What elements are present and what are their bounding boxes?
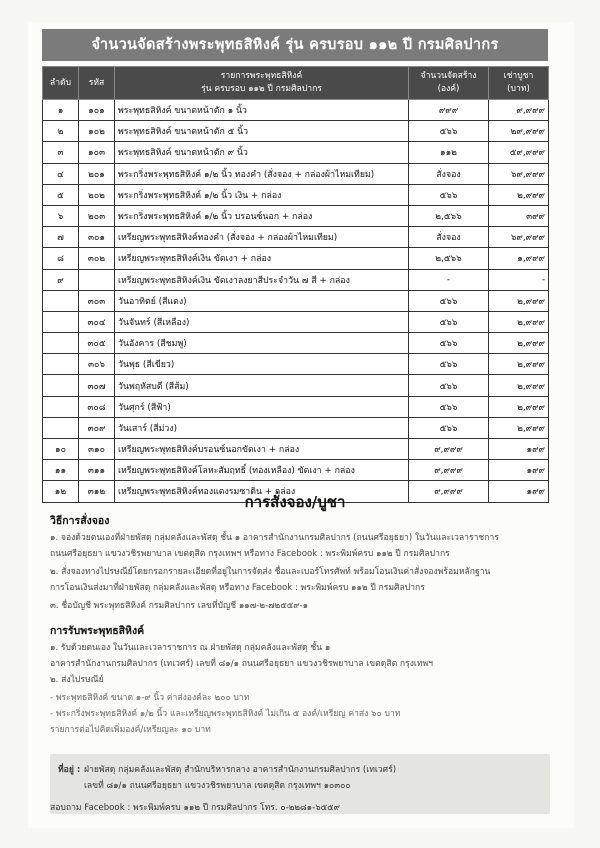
item-cell: พระกริ่งพระพุทธสิหิงค์ ๑/๒ นิ้ว บรอนซ์นอก + กล่อง: [115, 205, 409, 226]
seq-cell: [43, 375, 79, 396]
seq-cell: ๑: [43, 100, 79, 121]
table-row: [43, 269, 549, 290]
page-title: จำนวนจัดสร้างพระพุทธสิหิงค์ รุ่น ครบรอบ ๑๑๒ ปี กรมศิลปากร: [42, 29, 548, 61]
item-cell: พระพุทธสิหิงค์ ขนาดหน้าตัก ๙ นิ้ว: [115, 142, 409, 163]
table-row: [43, 311, 549, 332]
header-qty-line1: จำนวนจัดสร้าง: [420, 71, 477, 81]
code-cell: ๒๐๓: [79, 205, 115, 226]
code-cell: ๒๐๑: [79, 163, 115, 184]
code-cell: ๓๐๒: [79, 248, 115, 269]
table-row: [43, 227, 549, 248]
seq-cell: ๒: [43, 121, 79, 142]
qty-cell: สั่งจอง: [409, 227, 489, 248]
receive-line-6: รายการต่อไปคิดเพิ่มองค์/เหรียญละ ๑๐ บาท: [50, 725, 211, 735]
code-cell: ๓๐๓: [79, 290, 115, 311]
qty-cell: ๕๖๖: [409, 375, 489, 396]
qty-cell: ๕๖๖: [409, 396, 489, 417]
table-row: [43, 375, 549, 396]
seq-cell: ๑๒: [43, 481, 79, 502]
code-cell: ๑๐๒: [79, 121, 115, 142]
price-cell: ๒,๙๙๙: [489, 184, 549, 205]
qty-cell: ๕๖๖: [409, 417, 489, 438]
seq-cell: [43, 396, 79, 417]
price-cell: ๖๙,๙๙๙: [489, 163, 549, 184]
item-cell: วันพุธ (สีเขียว): [115, 354, 409, 375]
seq-cell: ๗: [43, 227, 79, 248]
qty-cell: ๕๖๖: [409, 121, 489, 142]
table-row: [43, 121, 549, 142]
price-cell: ๑,๙๙๙: [489, 248, 549, 269]
price-cell: ๒,๙๙๙: [489, 375, 549, 396]
item-cell: วันเสาร์ (สีม่วง): [115, 417, 409, 438]
table-row: [43, 100, 549, 121]
header-code: รหัส: [79, 67, 115, 100]
table-row: [43, 290, 549, 311]
item-cell: เหรียญพระพุทธสิหิงค์บรอนซ์นอกขัดเงา + กล่อง: [115, 439, 409, 460]
code-cell: ๓๑๐: [79, 439, 115, 460]
item-cell: เหรียญพระพุทธสิหิงค์โลหะสัมฤทธิ์ (ทองเหลือง) ขัดเงา + กล่อง: [115, 460, 409, 481]
price-cell: ๒,๙๙๙: [489, 311, 549, 332]
table-row: [43, 460, 549, 481]
qty-cell: ๕๖๖: [409, 184, 489, 205]
price-cell: ๑๙๙: [489, 439, 549, 460]
code-cell: ๑๐๑: [79, 100, 115, 121]
item-cell: เหรียญพระพุทธสิหิงค์เงิน ขัดเงา + กล่อง: [115, 248, 409, 269]
seq-cell: ๑๐: [43, 439, 79, 460]
table-row: [43, 142, 549, 163]
header-price: [489, 67, 549, 100]
price-cell: ๓๙๙: [489, 205, 549, 226]
seq-cell: ๖: [43, 205, 79, 226]
table-row: [43, 439, 549, 460]
receive-line-1: ๑. รับด้วยตนเอง ในวันและเวลาราชการ ณ ฝ่ายพัสดุ กลุ่มคลังและพัสดุ ชั้น ๑: [50, 643, 331, 653]
item-cell: วันจันทร์ (สีเหลือง): [115, 311, 409, 332]
header-item-line2: รุ่น ครบรอบ ๑๑๒ ปี กรมศิลปากร: [201, 84, 322, 94]
qty-cell: ๒,๕๖๖: [409, 248, 489, 269]
header-seq: ลำดับ: [43, 67, 79, 100]
order-section-title: การสั่งจอง/บูชา: [244, 493, 346, 511]
price-cell: ๑๙๙: [489, 481, 549, 502]
header-item: [115, 67, 409, 100]
code-cell: ๓๐๗: [79, 375, 115, 396]
price-cell: ๒,๙๙๙: [489, 290, 549, 311]
ordering-line-3: ๒. สั่งจองทางไปรษณีย์โดยกรอกรายละเอียดที่อยู่ในการจัดส่ง ชื่อและเบอร์โทรศัพท์ พร้อมโอนเงินค่าสั่งจองพร้อมหลักฐาน: [50, 567, 491, 577]
table-row: [43, 248, 549, 269]
qty-cell: สั่งจอง: [409, 163, 489, 184]
code-cell: ๓๐๑: [79, 227, 115, 248]
seq-cell: ๙: [43, 269, 79, 290]
item-cell: วันพฤหัสบดี (สีส้ม): [115, 375, 409, 396]
seq-cell: [43, 290, 79, 311]
code-cell: ๓๐๘: [79, 396, 115, 417]
ordering-heading: วิธีการสั่งจอง: [50, 515, 110, 527]
seq-cell: [43, 417, 79, 438]
code-cell: ๓๐๖: [79, 354, 115, 375]
code-cell: ๓๑๑: [79, 460, 115, 481]
item-cell: วันศุกร์ (สีฟ้า): [115, 396, 409, 417]
seq-cell: ๑๑: [43, 460, 79, 481]
item-cell: เหรียญพระพุทธสิหิงค์เงิน ขัดเงาลงยาสีประจำวัน ๗ สี + กล่อง: [115, 269, 409, 290]
price-cell: ๕๙,๙๙๙: [489, 142, 549, 163]
code-cell: ๓๐๕: [79, 333, 115, 354]
qty-cell: ๙,๙๙๙: [409, 460, 489, 481]
code-cell: [79, 269, 115, 290]
seq-cell: [43, 311, 79, 332]
price-cell: -: [489, 269, 549, 290]
address-line-2: เลขที่ ๘๑/๑ ถนนศรีอยุธยา แขวงวชิรพยาบาล เขตดุสิต กรุงเทพฯ ๑๐๓๐๐: [84, 781, 351, 791]
receive-line-3: ๒. ส่งไปรษณีย์: [50, 675, 104, 685]
price-cell: ๒,๙๙๙: [489, 333, 549, 354]
table-row: [43, 396, 549, 417]
item-cell: พระกริ่งพระพุทธสิหิงค์ ๑/๒ นิ้ว ทองคำ (สั่งจอง + กล่องผ้าไหมเทียม): [115, 163, 409, 184]
table-row: [43, 417, 549, 438]
code-cell: ๓๑๒: [79, 481, 115, 502]
ordering-line-2: ถนนศรีอยุธยา แขวงวชิรพยาบาล เขตดุสิต กรุงเทพฯ หรือทาง Facebook : พระพิมพ์ครบ ๑๑๒ ปี กรมศิลปากร: [50, 549, 450, 559]
price-cell: ๑๙๙: [489, 460, 549, 481]
price-cell: ๖๙,๙๙๙: [489, 227, 549, 248]
receive-line-5: - พระกริ่งพระพุทธสิหิงค์ ๑/๒ นิ้ว และเหรียญพระพุทธสิหิงค์ ไม่เกิน ๕ องค์/เหรียญ ค่าส่ง ๖๐ บาท: [50, 709, 401, 719]
header-qty-line2: (องค์): [437, 84, 460, 94]
items-table: [42, 66, 549, 503]
seq-cell: [43, 354, 79, 375]
qty-cell: ๒,๕๖๖: [409, 205, 489, 226]
qty-cell: ๑๑๒: [409, 142, 489, 163]
receive-line-4: - พระพุทธสิหิงค์ ขนาด ๑-๙ นิ้ว ค่าส่งองค์ละ ๒๐๐ บาท: [50, 693, 250, 703]
address-label: ที่อยู่ :: [58, 765, 81, 775]
header-qty: [409, 67, 489, 100]
item-cell: พระกริ่งพระพุทธสิหิงค์ ๑/๒ นิ้ว เงิน + กล่อง: [115, 184, 409, 205]
seq-cell: ๓: [43, 142, 79, 163]
code-cell: ๓๐๙: [79, 417, 115, 438]
contact-line: สอบถาม Facebook : พระพิมพ์ครบ ๑๑๒ ปี กรมศิลปากร โทร. ๐-๒๒๘๑-๖๕๕๙: [50, 803, 340, 813]
code-cell: ๒๐๒: [79, 184, 115, 205]
item-cell: พระพุทธสิหิงค์ ขนาดหน้าตัก ๑ นิ้ว: [115, 100, 409, 121]
qty-cell: ๙,๙๙๙: [409, 481, 489, 502]
qty-cell: ๕๖๖: [409, 290, 489, 311]
header-item-line1: รายการพระพุทธสิหิงค์: [220, 71, 303, 81]
qty-cell: ๕๖๖: [409, 311, 489, 332]
item-cell: เหรียญพระพุทธสิหิงค์ทองแดงรมซาติน + กล่อง: [115, 481, 409, 502]
header-price-line1: เช่าบูชา: [503, 71, 534, 81]
qty-cell: -: [409, 269, 489, 290]
item-cell: วันอาทิตย์ (สีแดง): [115, 290, 409, 311]
table-row: [43, 354, 549, 375]
table-row: [43, 184, 549, 205]
seq-cell: ๘: [43, 248, 79, 269]
ordering-line-1: ๑. จองด้วยตนเองที่ฝ่ายพัสดุ กลุ่มคลังและพัสดุ ชั้น ๑ อาคารสำนักงานกรมศิลปากร (ถนนศรีอยุธยา) ในวันและเวลาราชการ: [50, 533, 499, 543]
ordering-line-5: ๓. ชื่อบัญชี พระพุทธสิหิงค์ กรมศิลปากร เลขที่บัญชี ๑๑๗-๒-๗๒๕๕๙-๑: [50, 601, 309, 611]
price-cell: ๙,๙๙๙: [489, 100, 549, 121]
seq-cell: [43, 333, 79, 354]
price-cell: ๒,๙๙๙: [489, 354, 549, 375]
receive-line-2: อาคารสำนักงานกรมศิลปากร (เทเวศร์) เลขที่ ๘๑/๑ ถนนศรีอยุธยา แขวงวชิรพยาบาล เขตดุสิต กรุงเทพฯ: [50, 659, 433, 669]
ordering-line-4: การโอนเงินส่งมาที่ฝ่ายพัสดุ กลุ่มคลังและพัสดุ หรือทาง Facebook : พระพิมพ์ครบ ๑๑๒ ปี กรมศิลปากร: [50, 583, 425, 593]
seq-cell: ๔: [43, 163, 79, 184]
table-header-row: [43, 67, 549, 100]
qty-cell: ๕๖๖: [409, 354, 489, 375]
table-row: [43, 163, 549, 184]
price-cell: ๒๙,๙๙๙: [489, 121, 549, 142]
qty-cell: ๕๖๖: [409, 333, 489, 354]
code-cell: ๑๐๓: [79, 142, 115, 163]
receive-heading: การรับพระพุทธสิหิงค์: [50, 625, 145, 637]
item-cell: พระพุทธสิหิงค์ ขนาดหน้าตัก ๕ นิ้ว: [115, 121, 409, 142]
table-row: [43, 205, 549, 226]
qty-cell: ๙,๙๙๙: [409, 439, 489, 460]
address-line-1: ฝ่ายพัสดุ กลุ่มคลังและพัสดุ สำนักบริหารกลาง อาคารสำนักงานกรมศิลปากร (เทเวศร์): [84, 765, 397, 775]
code-cell: ๓๐๔: [79, 311, 115, 332]
item-cell: เหรียญพระพุทธสิหิงค์ทองคำ (สั่งจอง + กล่องผ้าไหมเทียม): [115, 227, 409, 248]
table-row: [43, 333, 549, 354]
qty-cell: ๙๙๙: [409, 100, 489, 121]
price-cell: ๒,๙๙๙: [489, 417, 549, 438]
price-cell: ๒,๙๙๙: [489, 396, 549, 417]
item-cell: วันอังคาร (สีชมพู): [115, 333, 409, 354]
header-price-line2: (บาท): [507, 84, 530, 94]
seq-cell: ๕: [43, 184, 79, 205]
